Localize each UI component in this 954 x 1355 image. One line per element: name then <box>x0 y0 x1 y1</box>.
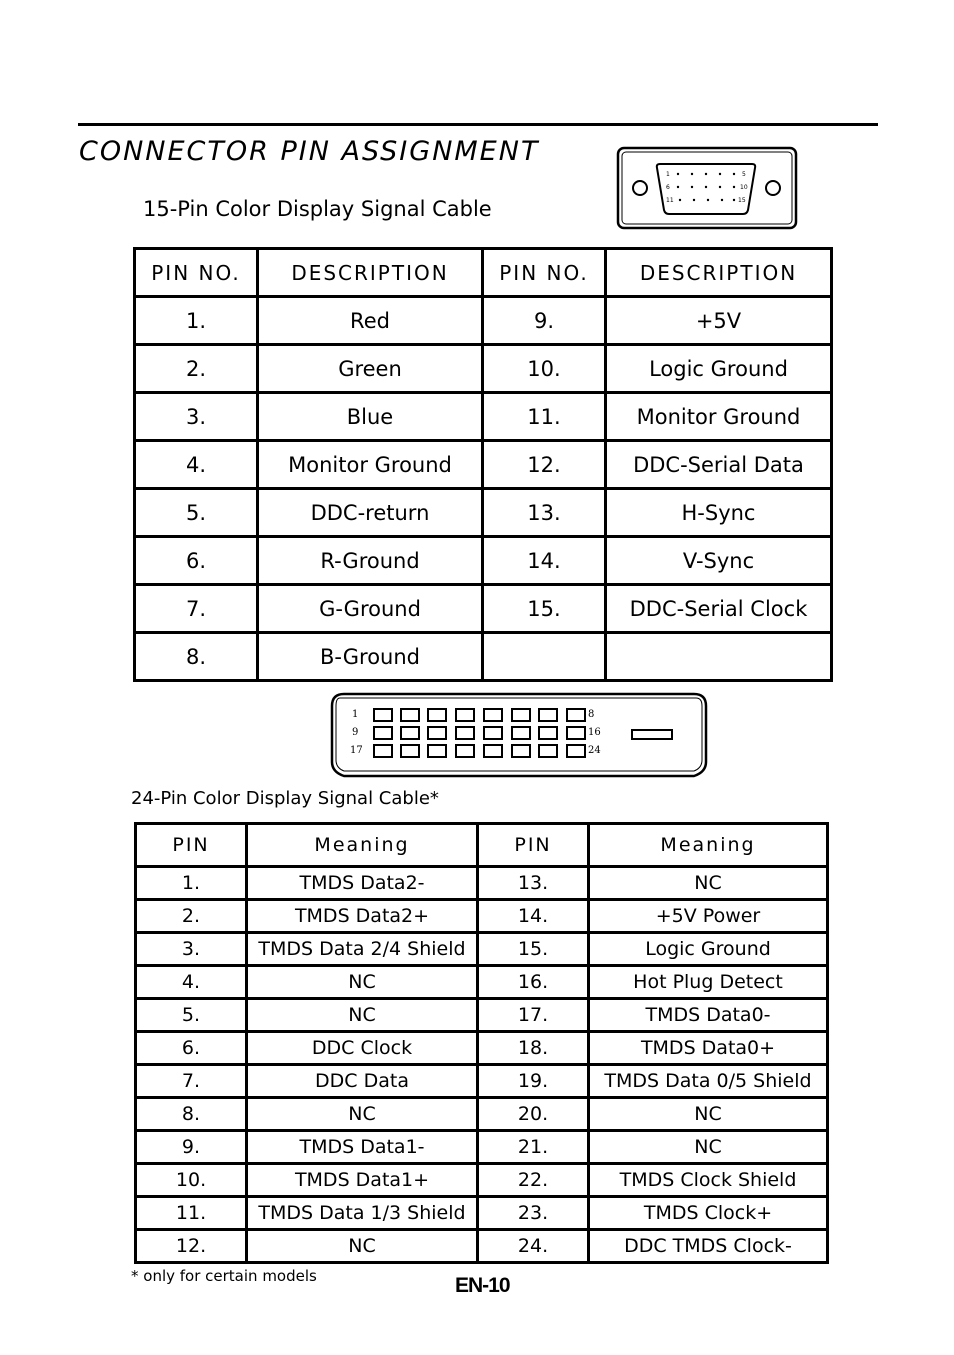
table-cell: 17. <box>478 999 589 1032</box>
table-cell: 14. <box>483 537 606 585</box>
table-cell: DDC Data <box>247 1065 478 1098</box>
table-row <box>136 1065 828 1098</box>
table-cell: 4. <box>135 441 258 489</box>
table-cell: 2. <box>135 345 258 393</box>
cable15-caption: 15-Pin Color Display Signal Cable <box>143 197 492 221</box>
table-cell: 10. <box>483 345 606 393</box>
table-cell: DDC Clock <box>247 1032 478 1065</box>
header-rule <box>78 123 878 126</box>
vga-connector-icon <box>616 146 800 232</box>
footnote: * only for certain models <box>131 1267 317 1285</box>
table-cell: TMDS Data0+ <box>589 1032 828 1065</box>
table-row <box>136 1197 828 1230</box>
table-cell: NC <box>247 966 478 999</box>
table-cell: 9. <box>136 1131 247 1164</box>
table-header-row <box>136 824 828 867</box>
table-cell: 5. <box>135 489 258 537</box>
dvi-pin-label: 17 <box>350 745 363 756</box>
vga-pin-label: 6 <box>666 184 670 191</box>
cable24-caption: 24-Pin Color Display Signal Cable* <box>131 788 439 809</box>
dvi-connector-icon <box>330 692 710 780</box>
table-cell: NC <box>247 1230 478 1263</box>
table-cell: 15. <box>478 933 589 966</box>
table-cell: NC <box>247 1098 478 1131</box>
table-cell: 7. <box>136 1065 247 1098</box>
table-cell: DDC-return <box>258 489 483 537</box>
table-cell: Monitor Ground <box>606 393 832 441</box>
table-cell: TMDS Data 1/3 Shield <box>247 1197 478 1230</box>
vga-pin-label: 15 <box>738 197 746 204</box>
table-cell: Blue <box>258 393 483 441</box>
table-row <box>136 867 828 900</box>
table-cell: 16. <box>478 966 589 999</box>
table-row <box>136 1032 828 1065</box>
table-cell: NC <box>589 1131 828 1164</box>
table-cell: 7. <box>135 585 258 633</box>
column-header: DESCRIPTION <box>606 249 832 297</box>
table-row <box>135 297 832 345</box>
table-cell: 19. <box>478 1065 589 1098</box>
table-cell <box>483 633 606 681</box>
table-cell: 15. <box>483 585 606 633</box>
column-header: PIN <box>478 824 589 867</box>
table-cell: TMDS Clock Shield <box>589 1164 828 1197</box>
table-cell: Monitor Ground <box>258 441 483 489</box>
dvi-pin-label: 1 <box>352 709 359 720</box>
table-cell: B-Ground <box>258 633 483 681</box>
vga-pin-label: 1 <box>666 171 670 178</box>
table-row <box>135 345 832 393</box>
table-cell: DDC-Serial Clock <box>606 585 832 633</box>
table-cell: R-Ground <box>258 537 483 585</box>
table-cell: 11. <box>136 1197 247 1230</box>
dvi-pin-label: 8 <box>588 709 595 720</box>
dvi-pin-label: 24 <box>588 745 601 756</box>
table-cell: 6. <box>136 1032 247 1065</box>
table-cell: 13. <box>478 867 589 900</box>
table-cell: 3. <box>136 933 247 966</box>
table-cell: Logic Ground <box>606 345 832 393</box>
dvi-pin-label: 9 <box>352 727 359 738</box>
table-cell: TMDS Data2+ <box>247 900 478 933</box>
table-cell: 10. <box>136 1164 247 1197</box>
page-number: EN-10 <box>455 1274 510 1297</box>
table-row <box>135 489 832 537</box>
table-cell: 4. <box>136 966 247 999</box>
table-cell: 1. <box>136 867 247 900</box>
table-cell: 8. <box>135 633 258 681</box>
table-cell: Green <box>258 345 483 393</box>
table-cell: H-Sync <box>606 489 832 537</box>
table-cell: Hot Plug Detect <box>589 966 828 999</box>
table-cell: 8. <box>136 1098 247 1131</box>
table-cell: NC <box>247 999 478 1032</box>
table-cell: 5. <box>136 999 247 1032</box>
table-cell: TMDS Data 2/4 Shield <box>247 933 478 966</box>
dvi-pin-label: 16 <box>588 727 601 738</box>
table-cell: 22. <box>478 1164 589 1197</box>
table-cell: TMDS Data2- <box>247 867 478 900</box>
table-cell: 3. <box>135 393 258 441</box>
table-cell: V-Sync <box>606 537 832 585</box>
pin15-table <box>133 247 833 682</box>
column-header: Meaning <box>589 824 828 867</box>
table-row <box>135 393 832 441</box>
table-cell: NC <box>589 1098 828 1131</box>
column-header: PIN NO. <box>483 249 606 297</box>
table-cell: +5V <box>606 297 832 345</box>
table-cell: 23. <box>478 1197 589 1230</box>
table-cell: TMDS Data0- <box>589 999 828 1032</box>
table-cell: Red <box>258 297 483 345</box>
vga-pin-label: 11 <box>666 197 674 204</box>
vga-pin-label: 5 <box>742 171 746 178</box>
column-header: Meaning <box>247 824 478 867</box>
table-cell <box>606 633 832 681</box>
table-row <box>136 900 828 933</box>
table-row <box>135 633 832 681</box>
table-row <box>136 1131 828 1164</box>
vga-pin-label: 10 <box>740 184 748 191</box>
table-cell: 9. <box>483 297 606 345</box>
pin24-table <box>134 822 829 1264</box>
table-cell: 21. <box>478 1131 589 1164</box>
table-cell: +5V Power <box>589 900 828 933</box>
table-cell: 2. <box>136 900 247 933</box>
table-cell: 24. <box>478 1230 589 1263</box>
table-cell: TMDS Clock+ <box>589 1197 828 1230</box>
table-cell: DDC TMDS Clock- <box>589 1230 828 1263</box>
table-row <box>135 537 832 585</box>
table-cell: 13. <box>483 489 606 537</box>
table-cell: 14. <box>478 900 589 933</box>
column-header: PIN <box>136 824 247 867</box>
table-cell: G-Ground <box>258 585 483 633</box>
table-row <box>136 1098 828 1131</box>
table-cell: TMDS Data1+ <box>247 1164 478 1197</box>
table-cell: DDC-Serial Data <box>606 441 832 489</box>
table-row <box>136 1230 828 1263</box>
table-cell: 11. <box>483 393 606 441</box>
table-cell: 12. <box>136 1230 247 1263</box>
table-cell: 1. <box>135 297 258 345</box>
table-cell: Logic Ground <box>589 933 828 966</box>
column-header: PIN NO. <box>135 249 258 297</box>
table-row <box>136 966 828 999</box>
table-cell: 20. <box>478 1098 589 1131</box>
column-header: DESCRIPTION <box>258 249 483 297</box>
table-row <box>135 585 832 633</box>
table-cell: TMDS Data 0/5 Shield <box>589 1065 828 1098</box>
table-header-row <box>135 249 832 297</box>
table-row <box>136 999 828 1032</box>
table-row <box>135 441 832 489</box>
table-cell: 6. <box>135 537 258 585</box>
table-cell: NC <box>589 867 828 900</box>
table-cell: 12. <box>483 441 606 489</box>
table-row <box>136 1164 828 1197</box>
table-cell: TMDS Data1- <box>247 1131 478 1164</box>
table-row <box>136 933 828 966</box>
table-cell: 18. <box>478 1032 589 1065</box>
section-title: CONNECTOR PIN ASSIGNMENT <box>79 136 540 167</box>
